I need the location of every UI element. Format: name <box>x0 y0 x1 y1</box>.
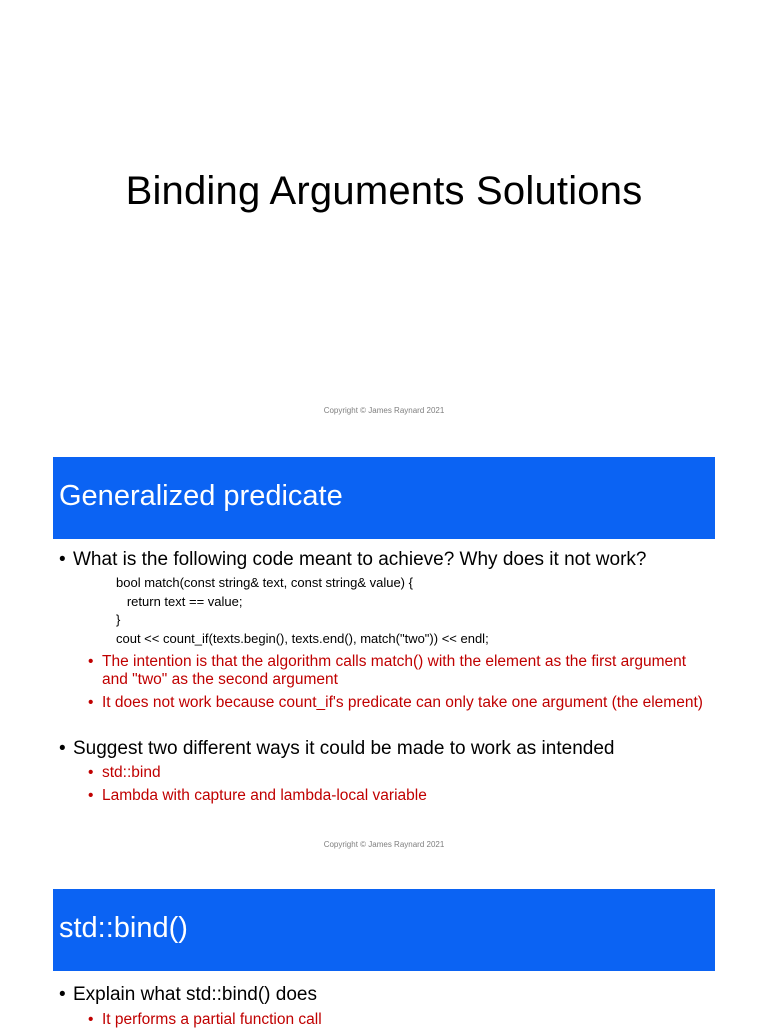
answer-item <box>88 787 708 805</box>
code-line-3: } <box>116 612 121 627</box>
answer-item <box>88 653 708 689</box>
code-line-4: cout << count_if(texts.begin(), texts.end(), match("two")) << endl; <box>116 631 489 646</box>
slide2-bullet-2 <box>59 738 614 760</box>
bullet-dot: • <box>88 787 94 804</box>
slide3-bullet-1 <box>59 984 317 1006</box>
answer-text: It does not work because count_if's predicate can only take one argument (the element) <box>102 694 703 711</box>
bullet-dot: • <box>88 653 94 670</box>
answer-text: The intention is that the algorithm calls match() with the element as the first argument and "two" as the second argument <box>102 653 687 688</box>
bullet-dot: • <box>59 738 66 759</box>
answer-text: std::bind <box>102 764 161 781</box>
slide2-header-bar <box>53 457 715 539</box>
slide2-bullet-1-text: What is the following code meant to achieve? Why does it not work? <box>73 549 647 570</box>
slide2-bullet-2-text: Suggest two different ways it could be made to work as intended <box>73 738 615 759</box>
bullet-dot: • <box>88 764 94 781</box>
bullet-dot: • <box>88 694 94 711</box>
bullet-dot: • <box>59 549 66 570</box>
bullet-dot: • <box>59 984 66 1005</box>
slide3-header-bar <box>53 889 715 971</box>
slide2-header-title: Generalized predicate <box>59 480 343 512</box>
answer-text: It performs a partial function call <box>102 1011 322 1028</box>
slide3-header-title: std::bind() <box>59 912 188 944</box>
slide2-bullet-1 <box>59 549 646 571</box>
answer-item <box>88 764 708 782</box>
slide2-copyright: Copyright © James Raynard 2021 <box>323 840 445 849</box>
answer-item <box>88 694 708 712</box>
slide1-copyright: Copyright © James Raynard 2021 <box>323 406 445 415</box>
slide1-title: Binding Arguments Solutions <box>125 169 643 213</box>
answer-item <box>88 1011 708 1029</box>
code-line-1: bool match(const string& text, const string& value) { <box>116 575 413 590</box>
slide3-bullet-1-text: Explain what std::bind() does <box>73 984 317 1005</box>
bullet-dot: • <box>88 1011 94 1028</box>
code-line-2: return text == value; <box>116 593 243 609</box>
answer-text: Lambda with capture and lambda-local variable <box>102 787 427 804</box>
